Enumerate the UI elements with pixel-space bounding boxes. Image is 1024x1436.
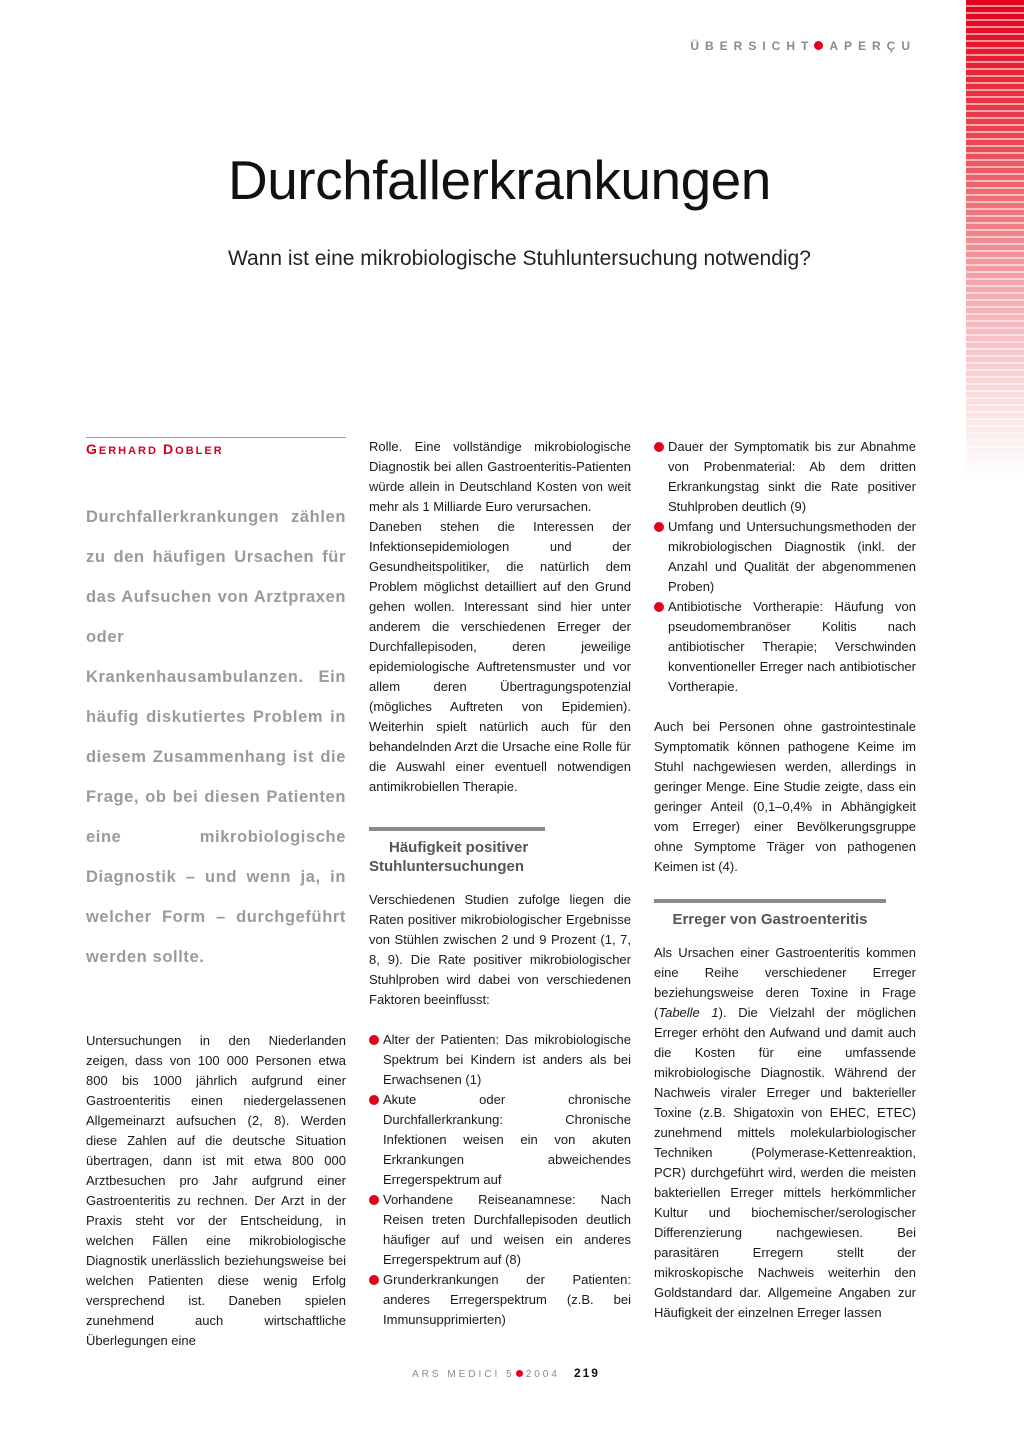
- list-item: Grunderkrankungen der Patienten: anderes Erregerspektrum (z.B. bei Immunsupprimierten): [369, 1270, 631, 1330]
- section-heading: [369, 827, 545, 876]
- column-1: [86, 437, 346, 1351]
- author-last: OBLER: [175, 445, 224, 457]
- author-name: [86, 437, 346, 463]
- section-heading: Erreger von Gastroenteritis: [654, 899, 886, 929]
- body-text: ). Die Vielzahl der möglichen Erreger erhöht den Aufwand und damit auch die Kosten für eine umfassende mikrobiologische Diagnostik. Während der Nachweis viraler Erreger und bakterieller Toxine (z.B. Shigatoxin von EHEC, ETEC) zunehmend mittels molekularbiologischer Techniken (Polymerase-Kettenreaktion, PCR) durchgeführt wird, werden die meisten bakteriellen Erreger mittels herkömmlicher Kultur und biochemischer/serologischer Differenzierung nachgewiesen. Bei parasitären Erregern stellt der mikroskopische Nachweis weiterhin den Goldstandard dar. Allgemeine Angaben zur Häufigkeit der einzelnen Erreger lassen: [654, 1005, 916, 1320]
- bullet-dot-icon: [814, 41, 823, 50]
- journal-year: 2004: [525, 1369, 560, 1380]
- section-heading-line: Stuhluntersuchungen: [369, 858, 524, 875]
- body-paragraph: [654, 943, 916, 1323]
- bullet-dot-icon: [516, 1370, 523, 1377]
- section-label-left: ÜBERSICHT: [690, 39, 815, 53]
- list-item: Antibiotische Vortherapie: Häufung von pseudomembranöser Kolitis nach antibiotischer Therapie; Verschwinden konventioneller Erreger nach antibiotischer Vortherapie.: [654, 597, 916, 697]
- section-heading-line: Häufigkeit positiver: [389, 839, 529, 856]
- body-paragraph: Verschiedenen Studien zufolge liegen die Raten positiver mikrobiologischer Ergebnisse von Stühlen zwischen 2 und 9 Prozent (1, 7, 8, 9). Die Rate positiver mikrobiologischer Stuhlproben wird dabei von verschiedenen Faktoren beeinflusst:: [369, 892, 631, 1007]
- body-paragraph: Untersuchungen in den Niederlanden zeigen, dass von 100 000 Personen etwa 800 bis 1000 jährlich aufgrund einer Gastroenteritis einen niedergelassenen Allgemeinarzt aufsuchen (2, 8). Werden diese Zahlen auf die deutsche Situation übertragen, dann ist mit etwa 800 000 Arztbesuchen pro Jahr aufgrund einer Gastroenteritis zu rechnen. Der Arzt in der Praxis steht vor der Entscheidung, in welchen Fällen eine mikrobiologische Diagnostik unerlässlich beziehungsweise bei welchen Patienten diese wenig Erfolg versprechend ist. Daneben spielen zunehmend auch wirtschaftliche Überlegungen eine: [86, 1033, 346, 1348]
- list-item: Dauer der Symptomatik bis zur Abnahme von Probenmaterial: Ab dem dritten Erkrankungstag sinkt die Rate positiver Stuhlproben deutlich (9): [654, 437, 916, 517]
- journal-name: ARS MEDICI 5: [412, 1369, 515, 1380]
- list-item: Alter der Patienten: Das mikrobiologische Spektrum bei Kindern ist anders als bei Erwachsenen (1): [369, 1030, 631, 1090]
- lead-paragraph: Durchfallerkrankungen zählen zu den häufigen Ursachen für das Aufsuchen von Arztpraxen oder Krankenhausambulanzen. Ein häufig diskutiertes Problem in diesem Zusammenhang ist die Frage, ob bei diesen Patienten eine mikrobiologische Diagnostik – und wenn ja, in welcher Form – durchgeführt werden sollte.: [86, 508, 346, 966]
- body-paragraph: Rolle. Eine vollständige mikrobiologische Diagnostik bei allen Gastroenteritis-Patienten würde allein in Deutschland Kosten von weit mehr als 1 Milliarde Euro verursachen.: [369, 439, 631, 514]
- page-number: 219: [573, 1366, 600, 1380]
- table-reference: Tabelle 1: [658, 1005, 719, 1020]
- factor-list-continued: [654, 437, 916, 697]
- author-initial: G: [86, 441, 99, 457]
- list-item: Vorhandene Reiseanamnese: Nach Reisen treten Durchfallepisoden deutlich häufiger auf und weisen ein anderes Erregerspektrum auf (8): [369, 1190, 631, 1270]
- author-last-initial: D: [163, 441, 176, 457]
- body-text: Als Ursachen einer Gastroenteritis kommen eine Reihe verschiedener Erreger beziehungsweise deren Toxine in Frage (: [654, 945, 916, 1020]
- section-label: [690, 39, 916, 53]
- section-label-right: APERÇU: [829, 39, 916, 53]
- page-footer: [412, 1366, 600, 1380]
- list-item: Umfang und Untersuchungsmethoden der mikrobiologischen Diagnostik (inkl. der Anzahl und Qualität der abgenommenen Proben): [654, 517, 916, 597]
- article-title: Durchfallerkrankungen: [228, 149, 771, 211]
- body-paragraph: Auch bei Personen ohne gastrointestinale Symptomatik können pathogene Keime im Stuhl nachgewiesen werden, allerdings in geringer Menge. Eine Studie zeigte, dass ein geringer Anteil (0,1–0,4% in Abhängigkeit vom Erreger) einer Bevölkerungsgruppe ohne Symptome Träger von pathogenen Keimen ist (4).: [654, 719, 916, 874]
- article-subtitle: Wann ist eine mikrobiologische Stuhluntersuchung notwendig?: [228, 247, 811, 270]
- decorative-edge-stripe: [966, 0, 1024, 480]
- body-paragraph: Daneben stehen die Interessen der Infektionsepidemiologen und der Gesundheitspolitiker, die natürlich dem Problem möglichst detailliert auf den Grund gehen wollen. Interessant sind hier unter anderem die verschiedenen Erreger der Durchfallepisoden, deren jeweilige epidemiologische Auftretensmuster und vor allem deren Übertragungspotenzial (mögliches Auftreten von Epidemien). Weiterhin spielt natürlich auch für den behandelnden Arzt die Ursache eine Rolle für die Auswahl einer eventuell notwendigen antimikrobiellen Therapie.: [369, 519, 631, 794]
- column-3: [654, 437, 916, 1323]
- author-first: ERHARD: [98, 445, 158, 457]
- column-2: [369, 437, 631, 1330]
- list-item: Akute oder chronische Durchfallerkrankung: Chronische Infektionen weisen ein von akuten Erkrankungen abweichendes Erregerspektrum auf: [369, 1090, 631, 1190]
- factor-list: [369, 1030, 631, 1330]
